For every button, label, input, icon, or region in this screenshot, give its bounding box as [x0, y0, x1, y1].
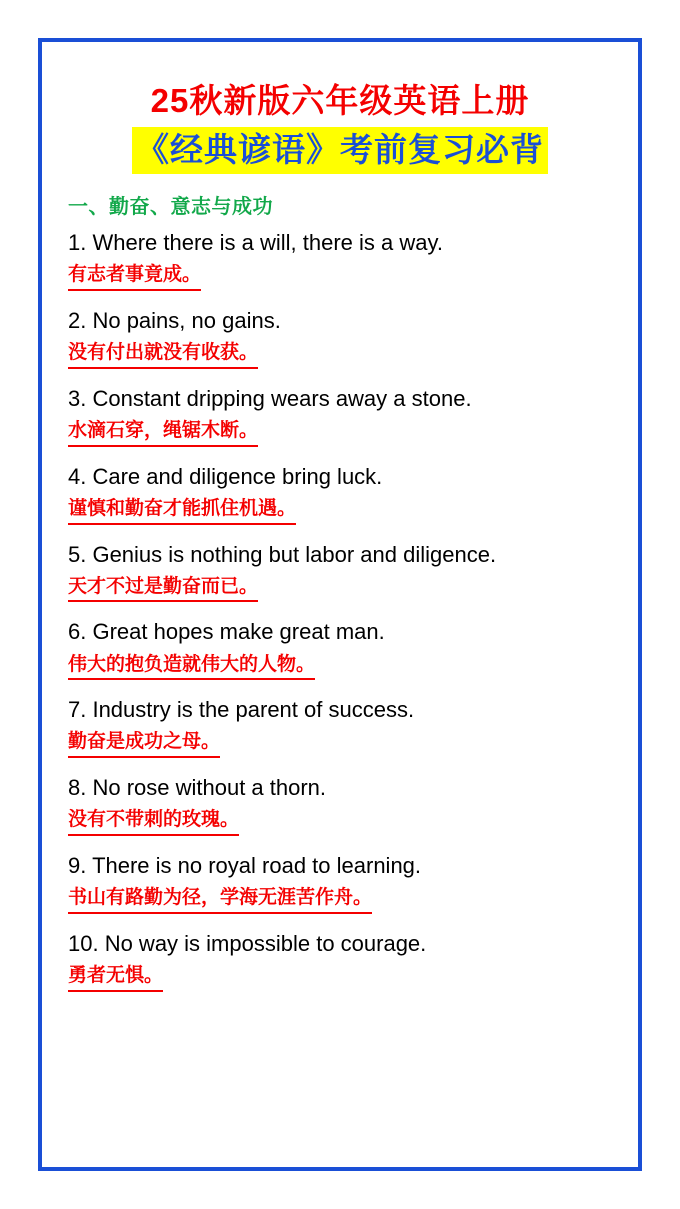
proverb-chinese: 谨慎和勤奋才能抓住机遇。: [68, 497, 296, 525]
proverb-chinese: 伟大的抱负造就伟大的人物。: [68, 653, 315, 681]
proverb-english: 1. Where there is a will, there is a way.: [68, 230, 443, 256]
proverb-translation-row: [66, 806, 614, 844]
proverb-translation-row: [66, 884, 614, 922]
proverb-translation-row: [66, 261, 614, 299]
proverb-translation-row: [66, 417, 614, 455]
proverb-translation-row: [66, 962, 614, 1000]
proverb-chinese: 有志者事竟成。: [68, 263, 201, 291]
proverb-chinese: 书山有路勤为径，学海无涯苦作舟。: [68, 886, 372, 914]
proverb-chinese: 没有付出就没有收获。: [68, 341, 258, 369]
proverb-english: 5. Genius is nothing but labor and diligence.: [68, 541, 497, 567]
proverb-translation-row: [66, 728, 614, 766]
proverb-english: 3. Constant dripping wears away a stone.: [68, 385, 472, 411]
proverb-chinese: 水滴石穿，绳锯木断。: [68, 419, 258, 447]
page-title-line-1: 25秋新版六年级英语上册: [150, 82, 530, 119]
proverb-translation-row: [66, 495, 614, 533]
document-content: [32, 36, 648, 1000]
proverb-translation-row: [66, 339, 614, 377]
proverb-english: 10. No way is impossible to courage.: [68, 930, 427, 956]
page-title-line-2: 《经典谚语》考前复习必背: [132, 127, 548, 174]
proverb-chinese: 勤奋是成功之母。: [68, 730, 220, 758]
list-item: [66, 385, 614, 455]
proverb-chinese: 勇者无惧。: [68, 964, 163, 992]
proverb-english: 7. Industry is the parent of success.: [68, 697, 415, 723]
list-item: [66, 852, 614, 922]
list-item: [66, 696, 614, 766]
list-item: [66, 307, 614, 377]
list-item: [66, 774, 614, 844]
proverb-english: 4. Care and diligence bring luck.: [68, 463, 383, 489]
proverb-translation-row: [66, 573, 614, 611]
proverb-english: 6. Great hopes make great man.: [68, 619, 385, 645]
list-item: [66, 930, 614, 1000]
proverb-english: 9. There is no royal road to learning.: [68, 852, 422, 878]
proverb-chinese: 天才不过是勤奋而已。: [68, 575, 258, 603]
list-item: [66, 618, 614, 688]
page-title-line-2-wrapper: [66, 127, 614, 174]
list-item: [66, 229, 614, 299]
proverb-chinese: 没有不带刺的玫瑰。: [68, 808, 239, 836]
proverb-english: 8. No rose without a thorn.: [68, 775, 327, 801]
proverb-translation-row: [66, 651, 614, 689]
section-heading: 一、勤奋、意志与成功: [68, 196, 273, 219]
list-item: [66, 463, 614, 533]
list-item: [66, 541, 614, 611]
proverb-english: 2. No pains, no gains.: [68, 307, 281, 333]
